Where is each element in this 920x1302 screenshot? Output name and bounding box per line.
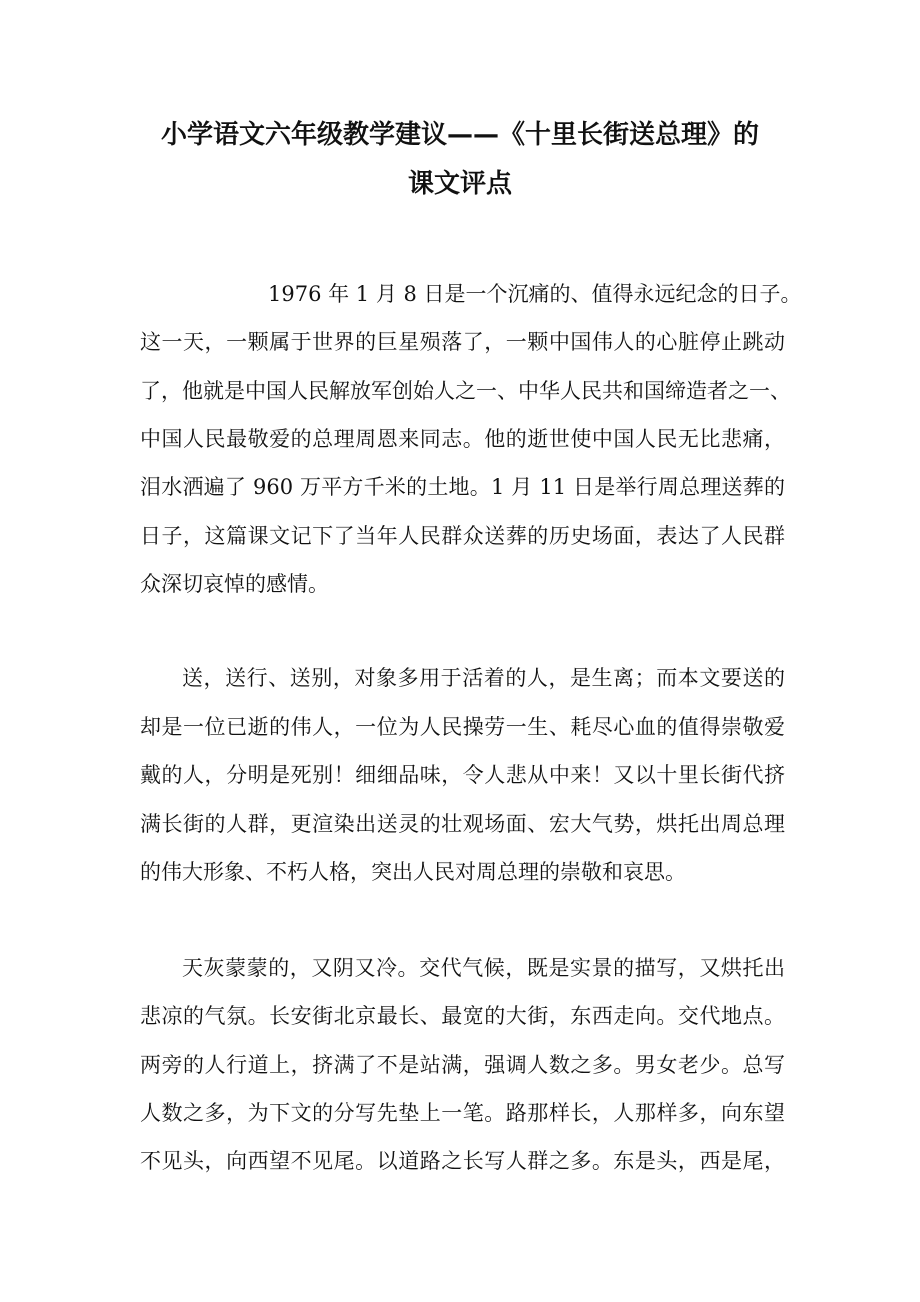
paragraph-1-line-3: 了，他就是中国人民解放军创始人之一、中华人民共和国缔造者之一、 — [140, 379, 791, 403]
paragraph-1-line-1: 1976 年 1 月 8 日是一个沉痛的、值得永远纪念的日子。 — [268, 282, 802, 306]
paragraph-3-line-4: 人数之多，为下文的分写先垫上一笔。路那样长，人那样多，向东望 — [140, 1101, 785, 1125]
paragraph-2-line-1: 送，送行、送别，对象多用于活着的人，是生离；而本文要送的 — [182, 666, 785, 690]
paragraph-1-line-2: 这一天，一颗属于世界的巨星殒落了，一颗中国伟人的心脏停止跳动 — [140, 330, 785, 354]
paragraph-2-line-5: 的伟大形象、不朽人格，突出人民对周总理的崇敬和哀思。 — [140, 860, 686, 884]
paragraph-2-line-2: 却是一位已逝的伟人，一位为人民操劳一生、耗尽心血的值得崇敬爱 — [140, 715, 785, 739]
paragraph-3-line-3: 两旁的人行道上，挤满了不是站满，强调人数之多。男女老少。总写 — [140, 1053, 785, 1077]
paragraph-3-line-1: 天灰蒙蒙的，又阴又冷。交代气候，既是实景的描写，又烘托出 — [182, 956, 785, 980]
document-title-line-2: 课文评点 — [407, 169, 512, 199]
paragraph-3-line-2: 悲凉的气氛。长安街北京最长、最宽的大街，东西走向。交代地点。 — [140, 1004, 785, 1028]
paragraph-1-line-7: 众深切哀悼的感情。 — [140, 572, 329, 596]
paragraph-2-line-4: 满长街的人群，更渲染出送灵的壮观场面、宏大气势，烘托出周总理 — [140, 812, 785, 836]
paragraph-1-line-4: 中国人民最敬爱的总理周恩来同志。他的逝世使中国人民无比悲痛， — [140, 427, 785, 451]
document-title-line-1: 小学语文六年级教学建议——《十里长街送总理》的 — [160, 120, 759, 150]
paragraph-2-line-3: 戴的人，分明是死别！细细品味，令人悲从中来！又以十里长街代挤 — [140, 763, 785, 787]
paragraph-1-line-6: 日子，这篇课文记下了当年人民群众送葬的历史场面，表达了人民群 — [140, 524, 785, 548]
paragraph-1-line-5: 泪水洒遍了 960 万平方千米的土地。1 月 11 日是举行周总理送葬的 — [140, 475, 785, 499]
paragraph-3-line-5: 不见头，向西望不见尾。以道路之长写人群之多。东是头，西是尾， — [140, 1149, 785, 1173]
